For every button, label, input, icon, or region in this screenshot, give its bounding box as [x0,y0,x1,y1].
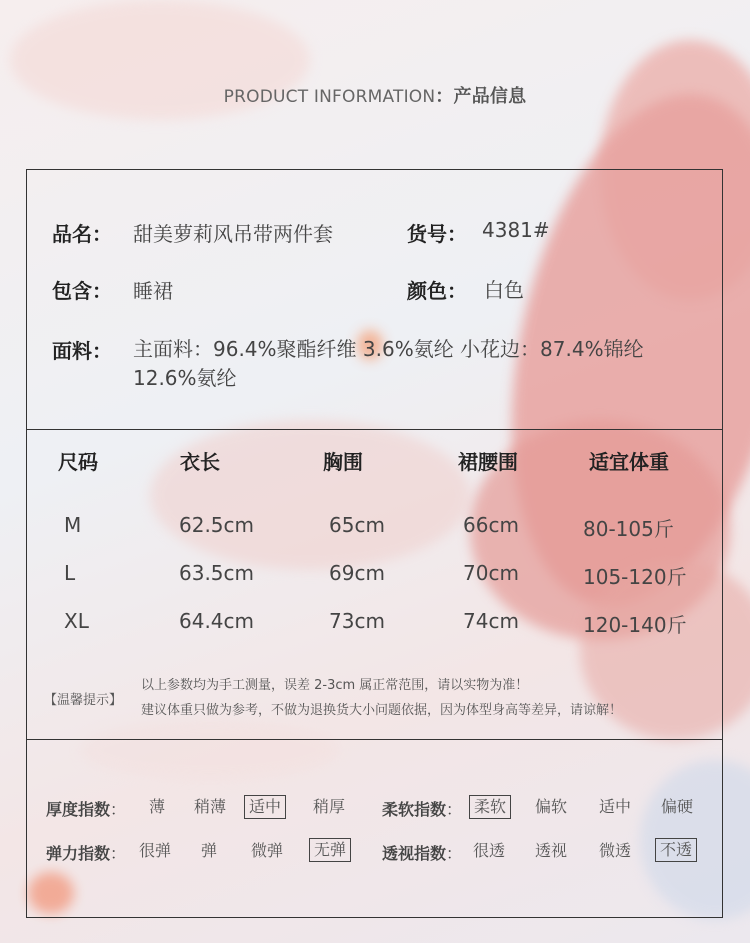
transparency-option: 很透 [473,841,506,860]
color-value: 白色 [484,278,524,302]
transparency-option-selected: 不透 [655,838,697,862]
fabric-value: 主面料：96.4%聚酯纤维 3.6%氨纶 小花边：87.4%锦纶 12.6%氨纶 [133,337,644,390]
name-value: 甜美萝莉风吊带两件套 [133,222,333,246]
divider [26,739,723,740]
table-cell: 74cm [463,609,519,633]
table-cell: 63.5cm [179,561,255,585]
table-cell: 65cm [329,513,385,537]
thickness-option: 稍厚 [313,797,346,816]
elasticity-option: 很弹 [139,841,172,860]
thickness-option-selected: 适中 [244,795,286,819]
thickness-option: 稍薄 [194,797,227,816]
sku-value: 4381# [482,218,550,242]
title-english: PRODUCT INFORMATION [223,87,436,107]
header-waist: 裙腰围 [458,450,518,474]
contains-value: 睡裙 [133,279,173,303]
title-chinese: 产品信息 [453,86,527,107]
table-cell: L [64,561,76,585]
transparency-option: 微透 [599,841,632,860]
header-weight: 适宜体重 [589,450,669,474]
softness-index-label: 柔软指数： [382,800,463,819]
header-size: 尺码 [58,450,98,474]
table-cell: 70cm [463,561,519,585]
thickness-index-label: 厚度指数： [46,800,127,819]
table-cell: 73cm [329,609,385,633]
table-cell: 105-120斤 [583,565,687,589]
tips-line-1: 以上参数均为手工测量，误差 2-3cm 属正常范围，请以实物为准！ [141,678,529,693]
table-cell: M [64,513,82,537]
sku-label: 货号： [407,222,467,246]
softness-option: 偏硬 [661,797,694,816]
table-cell: 64.4cm [179,609,255,633]
header-bust: 胸围 [323,450,363,474]
table-cell: 80-105斤 [583,517,674,541]
elasticity-option-selected: 无弹 [309,838,351,862]
table-cell: 66cm [463,513,519,537]
elasticity-option: 微弹 [251,841,284,860]
transparency-index-label: 透视指数： [382,844,463,863]
tips-line-2: 建议体重只做为参考，不做为退换货大小问题依据，因为体型身高等差异，请谅解！ [141,703,623,718]
name-label: 品名： [52,222,112,246]
thickness-option: 薄 [149,797,166,816]
table-cell: XL [64,609,89,633]
softness-option-selected: 柔软 [469,795,511,819]
fabric-label: 面料： [52,339,112,363]
table-cell: 69cm [329,561,385,585]
header-length: 衣长 [180,450,220,474]
table-cell: 120-140斤 [583,613,687,637]
tips-label: 【温馨提示】 [44,693,123,708]
color-label: 颜色： [407,279,467,303]
transparency-option: 透视 [535,841,568,860]
softness-option: 偏软 [535,797,568,816]
table-cell: 62.5cm [179,513,255,537]
contains-label: 包含： [52,279,112,303]
title-separator: ： [435,86,454,107]
elasticity-index-label: 弹力指数： [46,844,127,863]
divider [26,429,723,430]
elasticity-option: 弹 [201,841,218,860]
softness-option: 适中 [599,797,632,816]
page-title [0,82,750,108]
